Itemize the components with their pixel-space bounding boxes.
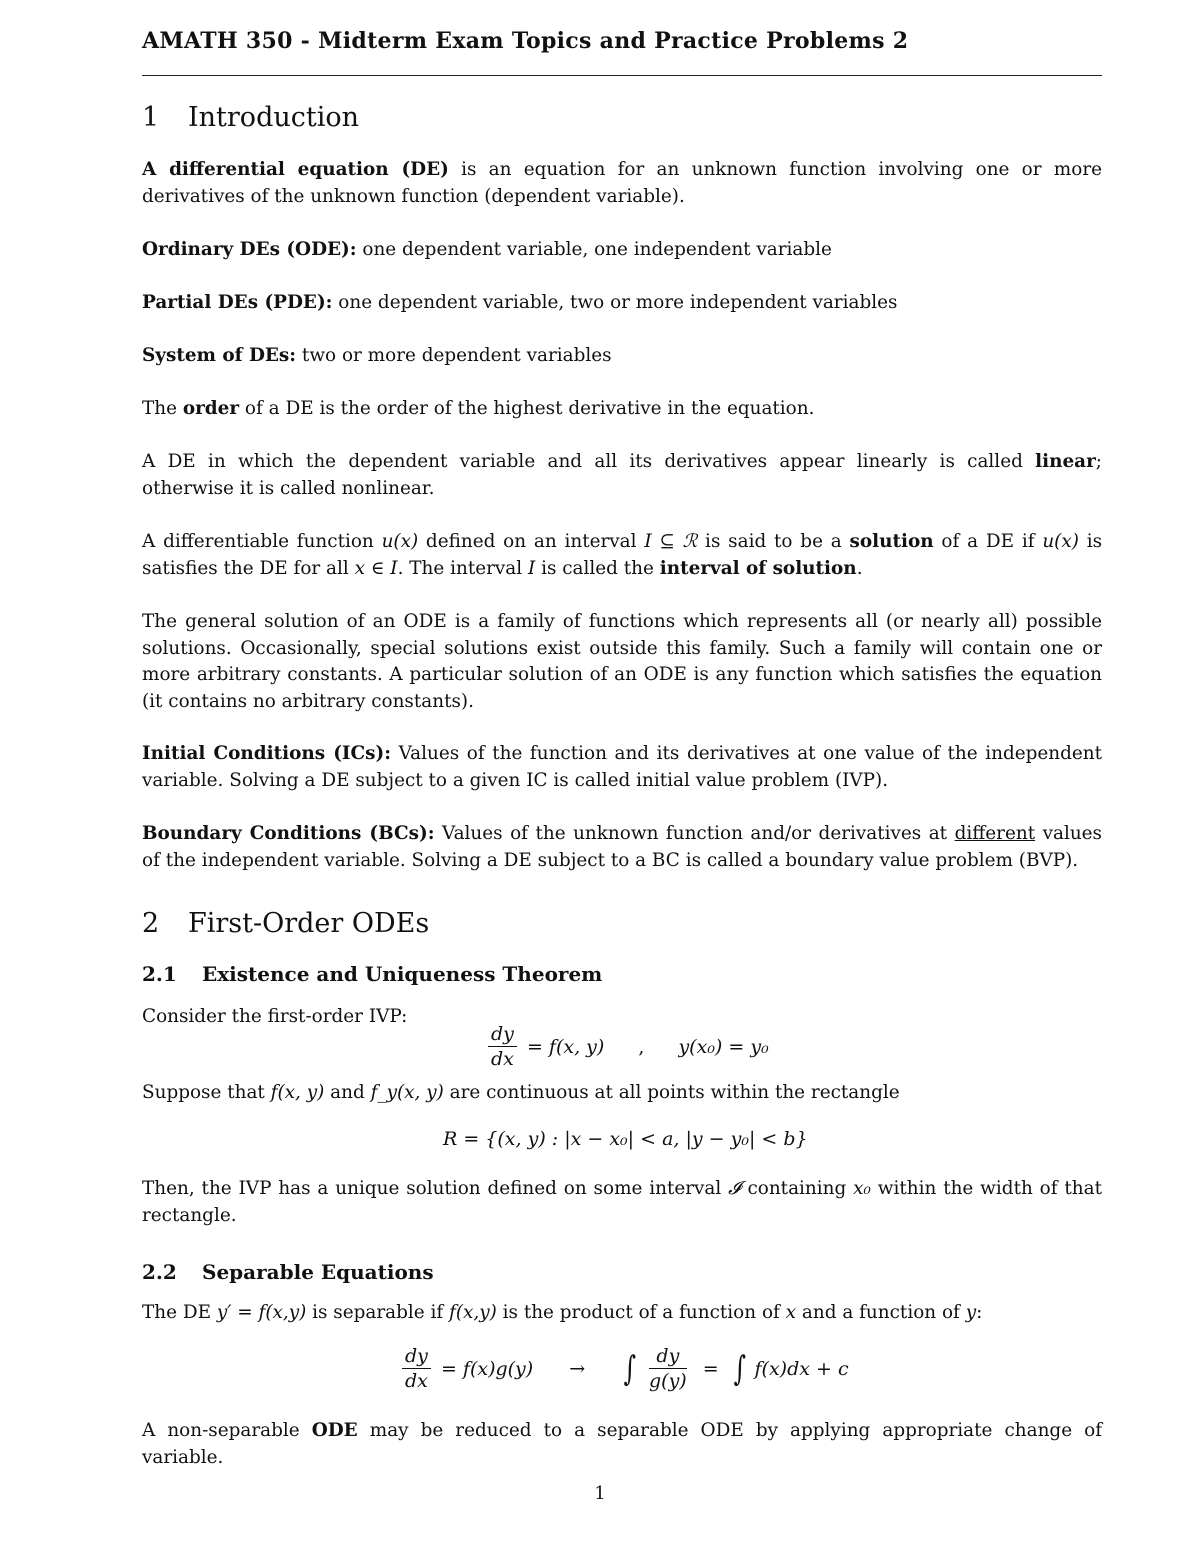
text: Values of the function and its derivatives at one value of the independent variable. Solving a DE subject to a given IC is called initial value problem (IVP). xyxy=(142,743,1102,791)
text: : xyxy=(976,1302,983,1323)
definition-order xyxy=(142,396,1102,423)
rectangle-equation: R = {(x, y) : |x − x₀| < a, |y − y₀| < b} xyxy=(443,1128,808,1150)
definition-initial-conditions xyxy=(142,741,1102,794)
term: solution xyxy=(849,531,934,552)
rhs: = f(x)g(y) xyxy=(440,1357,534,1380)
text: is separable if xyxy=(306,1302,450,1323)
integral-sign: ∫ xyxy=(623,1348,637,1389)
consider-text: Consider the first-order IVP: xyxy=(142,1006,408,1027)
subsection-2-1-heading xyxy=(142,962,602,986)
section-title: Introduction xyxy=(188,102,359,133)
numerator: dy xyxy=(488,1022,517,1047)
separator: , xyxy=(638,1035,645,1058)
separable-definition xyxy=(142,1300,1102,1327)
subsection-number: 2.1 xyxy=(142,962,177,986)
general-solution-paragraph: The general solution of an ODE is a family of functions which represents all (or nearly all) possible solutions. Occasionally, special solutions exist outside this family. Such a family will contain one or more arbitrary constants. A particular solution of an ODE is any function which satisfies the equation (it contains no arbitrary constants). xyxy=(142,611,1102,712)
text: one dependent variable, one independent variable xyxy=(356,239,832,260)
ivp-equation xyxy=(484,1022,769,1071)
math: f(x,y) xyxy=(449,1302,497,1323)
underlined-word: different xyxy=(954,823,1036,844)
text: A differentiable function xyxy=(142,531,382,552)
math: x₀ xyxy=(853,1178,871,1199)
denominator: g(y) xyxy=(649,1370,687,1392)
text: The DE xyxy=(142,1302,217,1323)
definition-solution xyxy=(142,529,1102,582)
math: 𝓘 xyxy=(728,1178,741,1199)
text: two or more dependent variables xyxy=(296,345,612,366)
rhs: = f(x, y) xyxy=(526,1035,605,1058)
fraction xyxy=(488,1022,517,1071)
math: I xyxy=(527,557,536,579)
rhs: f(x)dx + c xyxy=(754,1357,849,1380)
fraction xyxy=(649,1344,687,1393)
suppose-text xyxy=(142,1080,1102,1107)
text: within the width of that rectangle. xyxy=(142,1178,1103,1226)
term: Partial DEs (PDE): xyxy=(142,292,333,313)
math: u(x) xyxy=(381,531,419,552)
fraction xyxy=(402,1344,431,1393)
text: ; otherwise it is called nonlinear. xyxy=(142,451,1102,499)
term: ODE xyxy=(311,1420,358,1441)
text: is the product of a function of xyxy=(496,1302,786,1323)
text: The xyxy=(142,398,183,419)
text: one dependent variable, two or more independent variables xyxy=(332,292,898,313)
text: Suppose that xyxy=(142,1082,271,1103)
definition-linear xyxy=(142,449,1102,502)
equals: = xyxy=(702,1357,719,1380)
subsection-number: 2.2 xyxy=(142,1260,177,1284)
definition-de xyxy=(142,157,1102,210)
definition-boundary-conditions xyxy=(142,821,1102,874)
definition-system xyxy=(142,343,1102,370)
math: y xyxy=(965,1302,977,1323)
section-2-heading xyxy=(142,908,429,939)
text: defined on an interval xyxy=(418,531,645,552)
math: I ⊆ ℛ xyxy=(644,531,698,552)
text: may be reduced to a separable ODE by applying appropriate change of variable. xyxy=(142,1420,1103,1468)
term: Initial Conditions (ICs): xyxy=(142,743,391,764)
term: System of DEs: xyxy=(142,345,297,366)
term: linear xyxy=(1035,451,1096,472)
subsection-2-2-heading xyxy=(142,1260,434,1284)
numerator: dy xyxy=(649,1344,687,1369)
initial-condition: y(x₀) = y₀ xyxy=(678,1035,769,1058)
document-header: AMATH 350 - Midterm Exam Topics and Practice Problems 2 xyxy=(142,28,909,54)
separable-equation xyxy=(398,1344,849,1393)
text: of a DE if xyxy=(933,531,1043,552)
text: containing xyxy=(740,1178,854,1199)
non-separable-text xyxy=(142,1418,1102,1471)
section-title: First-Order ODEs xyxy=(188,908,430,939)
text: and xyxy=(324,1082,371,1103)
integral-sign: ∫ xyxy=(733,1348,746,1389)
math: u(x) xyxy=(1042,531,1079,552)
text: is an equation for an unknown function involving one or more derivatives of the unknown function (dependent variable). xyxy=(142,159,1102,207)
section-1-heading xyxy=(142,102,359,133)
definition-ode xyxy=(142,237,1102,264)
text: A DE in which the dependent variable and all its derivatives appear linearly is called xyxy=(142,451,1036,472)
term: Boundary Conditions (BCs): xyxy=(142,823,435,844)
text: . xyxy=(856,557,863,579)
subsection-title: Existence and Uniqueness Theorem xyxy=(202,962,603,986)
text: Then, the IVP has a unique solution defined on some interval xyxy=(142,1178,729,1199)
subsection-title: Separable Equations xyxy=(202,1260,434,1284)
header-rule xyxy=(142,75,1102,76)
text: is satisfies the DE for all xyxy=(142,531,1103,579)
page-number: 1 xyxy=(594,1483,606,1504)
math: y′ = f(x,y) xyxy=(216,1302,307,1323)
text: and a function of xyxy=(796,1302,966,1323)
numerator: dy xyxy=(402,1344,431,1369)
text: are continuous at all points within the rectangle xyxy=(443,1082,900,1103)
then-text xyxy=(142,1176,1102,1229)
denominator: dx xyxy=(405,1370,428,1392)
text: of a DE is the order of the highest derivative in the equation. xyxy=(239,398,815,419)
text: . The interval xyxy=(397,557,528,579)
math: x ∈ I xyxy=(354,557,398,579)
section-number: 2 xyxy=(142,908,160,939)
denominator: dx xyxy=(491,1048,514,1070)
text: Values of the unknown function and/or derivatives at xyxy=(434,823,955,844)
term: interval of solution xyxy=(659,557,857,579)
math: f(x, y) xyxy=(270,1082,325,1103)
text: is said to be a xyxy=(697,531,850,552)
text: values of the independent variable. Solving a DE subject to a BC is called a boundary value problem (BVP). xyxy=(142,823,1102,871)
term: Ordinary DEs (ODE): xyxy=(142,239,357,260)
math: x xyxy=(785,1302,797,1323)
text: A non-separable xyxy=(142,1420,312,1441)
term: order xyxy=(182,398,240,419)
term: A differential equation (DE) xyxy=(142,159,449,180)
math: f_y(x, y) xyxy=(370,1082,444,1103)
section-number: 1 xyxy=(142,102,160,133)
text: is called the xyxy=(535,557,660,579)
arrow: → xyxy=(569,1357,586,1380)
definition-pde xyxy=(142,290,1102,317)
